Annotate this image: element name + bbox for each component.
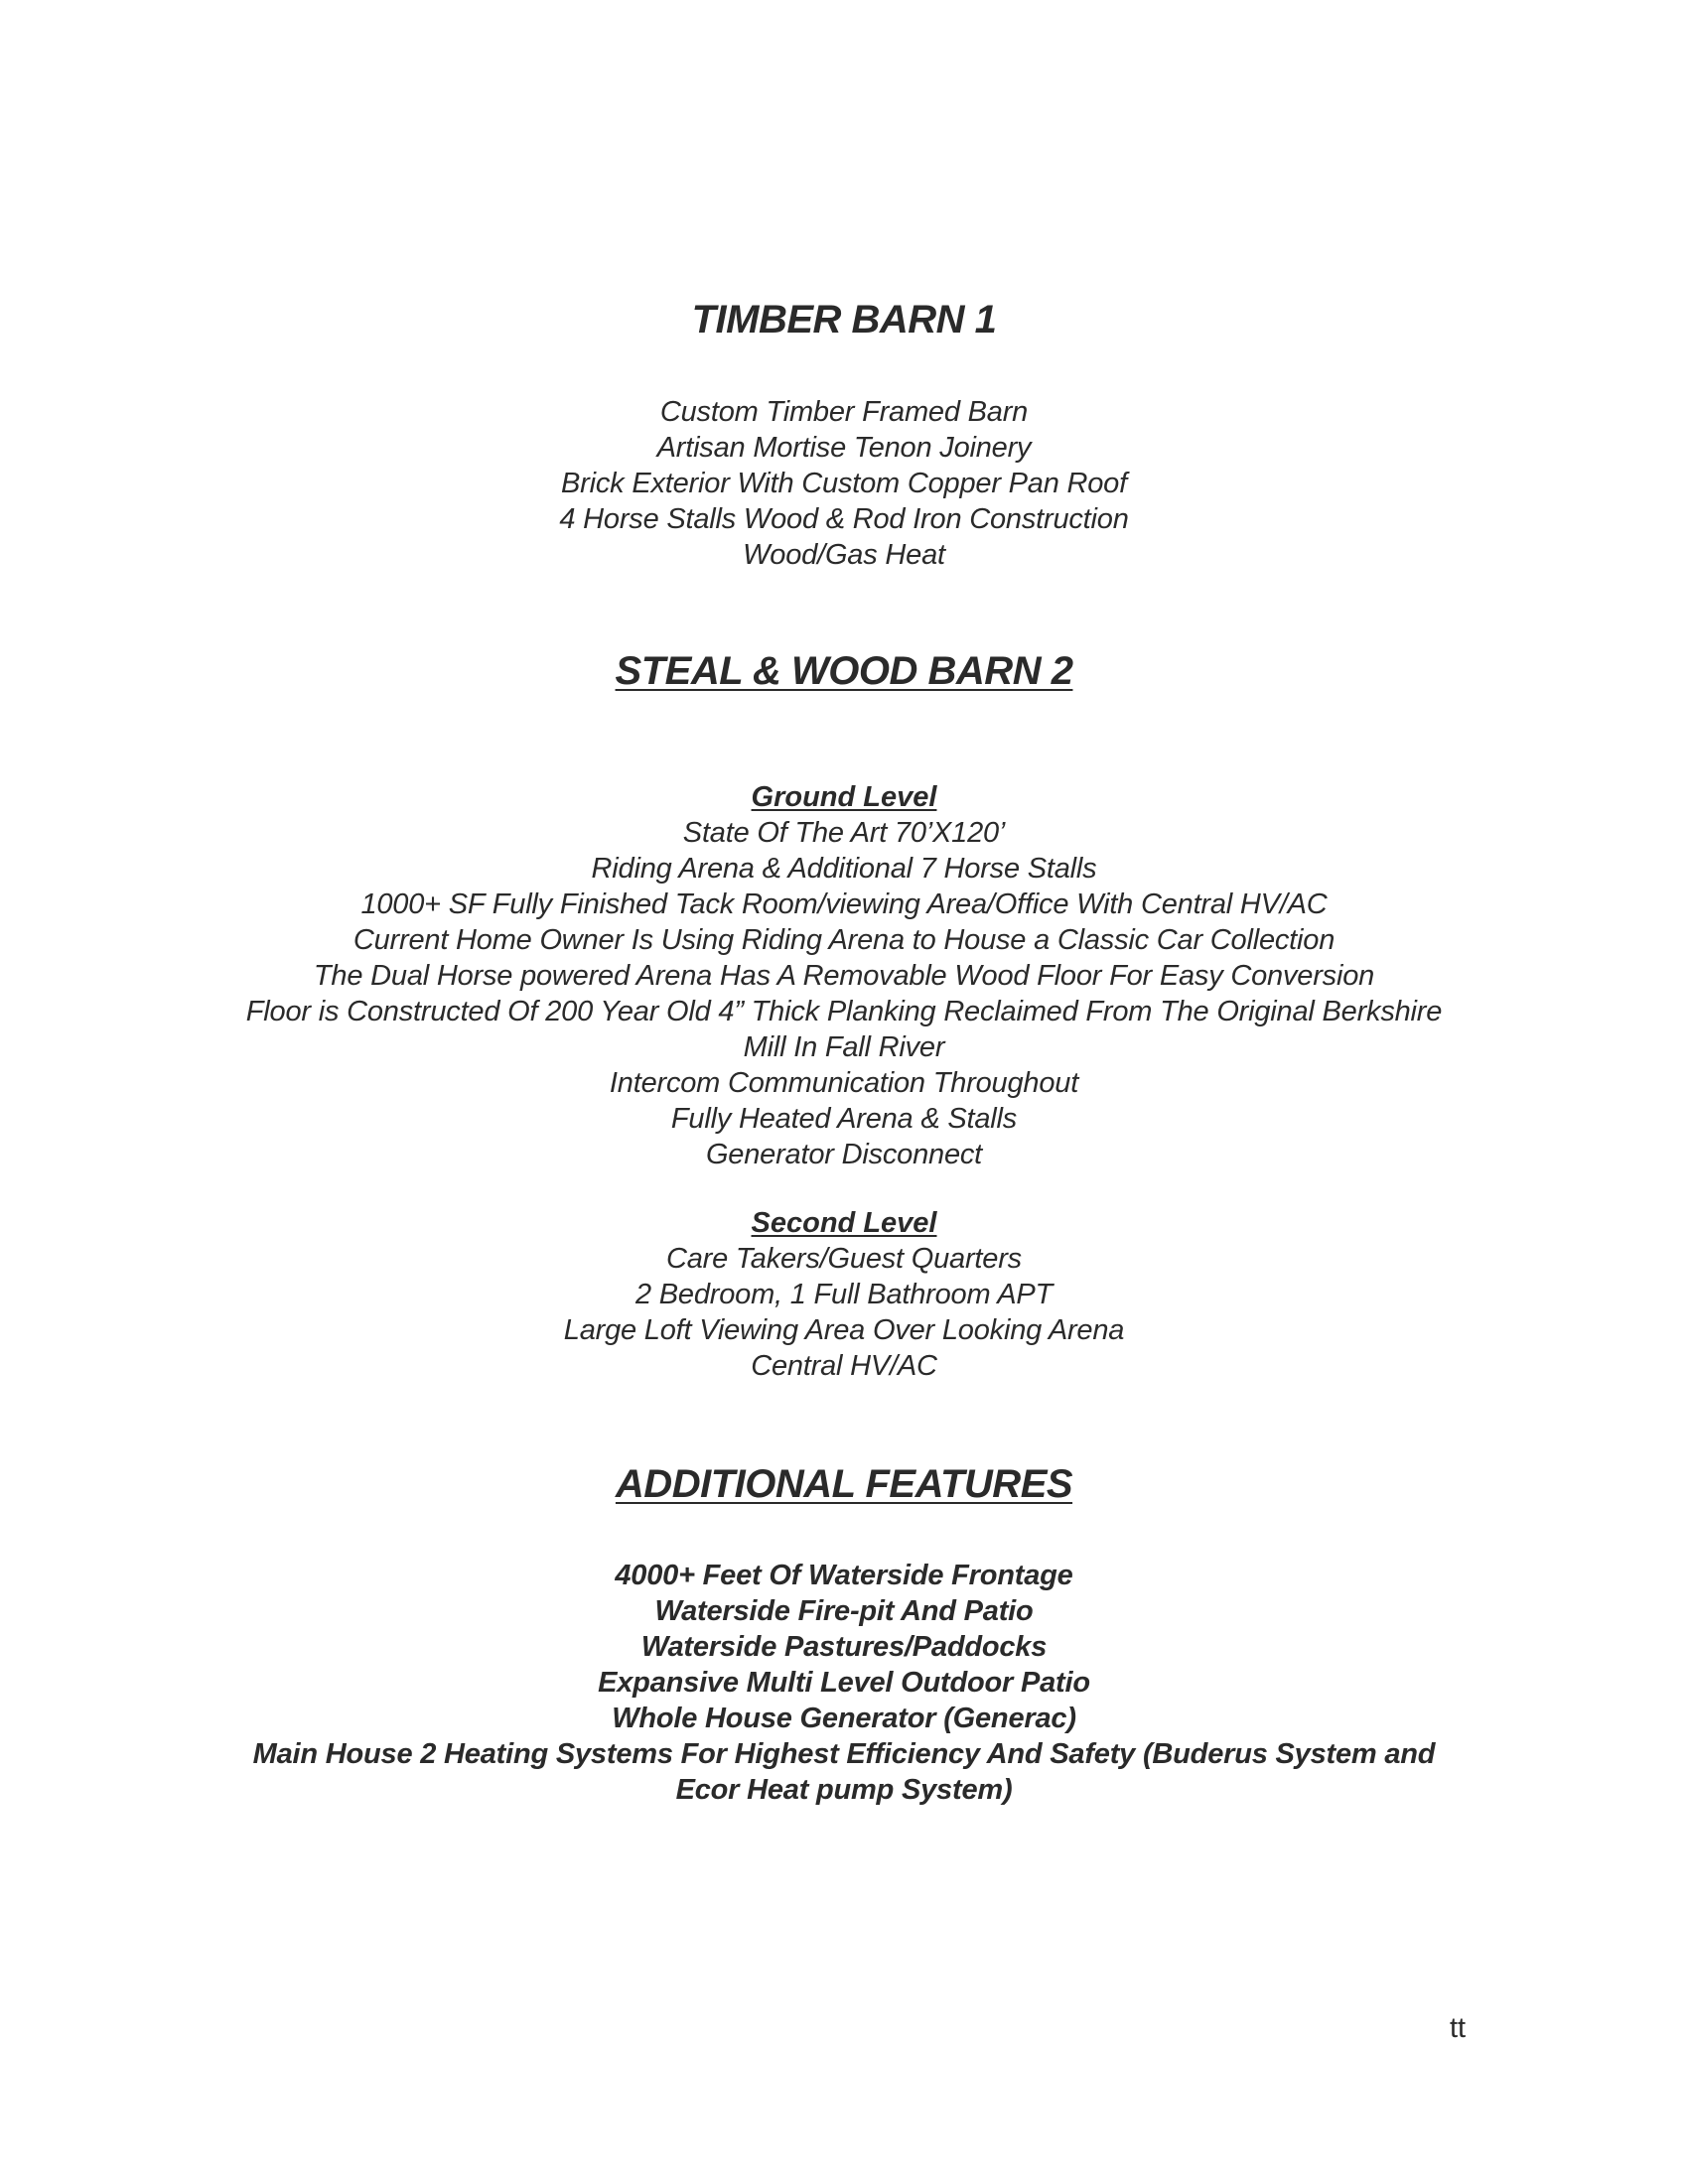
ground-level-heading: Ground Level: [751, 781, 937, 813]
list-item: 4000+ Feet Of Waterside Frontage: [615, 1560, 1073, 1591]
list-item: Main House 2 Heating Systems For Highest Efficiency And Safety (Buderus System and: [252, 1738, 1436, 1770]
steal-wood-barn-section: [149, 647, 1539, 695]
ground-level-list: [149, 815, 1539, 1172]
additional-features-title: ADDITIONAL FEATURES: [615, 1462, 1073, 1506]
additional-features-section: [149, 1460, 1539, 1508]
timber-barn-section: [149, 296, 1539, 343]
additional-features-details: [149, 1558, 1539, 1808]
list-item: Fully Heated Arena & Stalls: [670, 1103, 1018, 1135]
second-level-section: [149, 1205, 1539, 1384]
page-number: tt: [1450, 2012, 1467, 2044]
list-item: State Of The Art 70’X120’: [682, 817, 1006, 849]
timber-barn-list: [149, 394, 1539, 573]
list-item: Generator Disconnect: [705, 1139, 983, 1170]
timber-barn-title: TIMBER BARN 1: [691, 298, 997, 341]
list-item: 2 Bedroom, 1 Full Bathroom APT: [634, 1279, 1054, 1310]
timber-barn-details: [149, 394, 1539, 573]
list-item: Brick Exterior With Custom Copper Pan Roof: [561, 468, 1127, 499]
steal-wood-barn-title: STEAL & WOOD BARN 2: [615, 649, 1073, 693]
list-item: Waterside Pastures/Paddocks: [640, 1631, 1048, 1663]
list-item: Waterside Fire-pit And Patio: [654, 1595, 1034, 1627]
list-item: Riding Arena & Additional 7 Horse Stalls: [591, 853, 1097, 885]
list-item: The Dual Horse powered Arena Has A Removable Wood Floor For Easy Conversion: [313, 960, 1375, 992]
list-item: 4 Horse Stalls Wood & Rod Iron Construction: [559, 503, 1129, 535]
second-level-heading: Second Level: [751, 1207, 937, 1239]
list-item: Central HV/AC: [751, 1350, 937, 1382]
list-item: Care Takers/Guest Quarters: [666, 1243, 1022, 1275]
additional-features-list: [149, 1558, 1539, 1808]
list-item: Mill In Fall River: [743, 1031, 945, 1063]
list-item: Artisan Mortise Tenon Joinery: [656, 432, 1032, 464]
list-item: Custom Timber Framed Barn: [659, 396, 1029, 428]
list-item: Large Loft Viewing Area Over Looking Arena: [563, 1314, 1125, 1346]
list-item: Ecor Heat pump System): [675, 1774, 1013, 1806]
list-item: Floor is Constructed Of 200 Year Old 4” Thick Planking Reclaimed From The Original Berkshire: [245, 996, 1443, 1027]
list-item: 1000+ SF Fully Finished Tack Room/viewing Area/Office With Central HV/AC: [360, 888, 1328, 920]
second-level-list: [149, 1241, 1539, 1384]
list-item: Whole House Generator (Generac): [612, 1703, 1076, 1734]
list-item: Current Home Owner Is Using Riding Arena to House a Classic Car Collection: [352, 924, 1336, 956]
list-item: Intercom Communication Throughout: [609, 1067, 1079, 1099]
ground-level-section: [149, 779, 1539, 1172]
list-item: Expansive Multi Level Outdoor Patio: [598, 1667, 1090, 1699]
list-item: Wood/Gas Heat: [743, 539, 945, 571]
